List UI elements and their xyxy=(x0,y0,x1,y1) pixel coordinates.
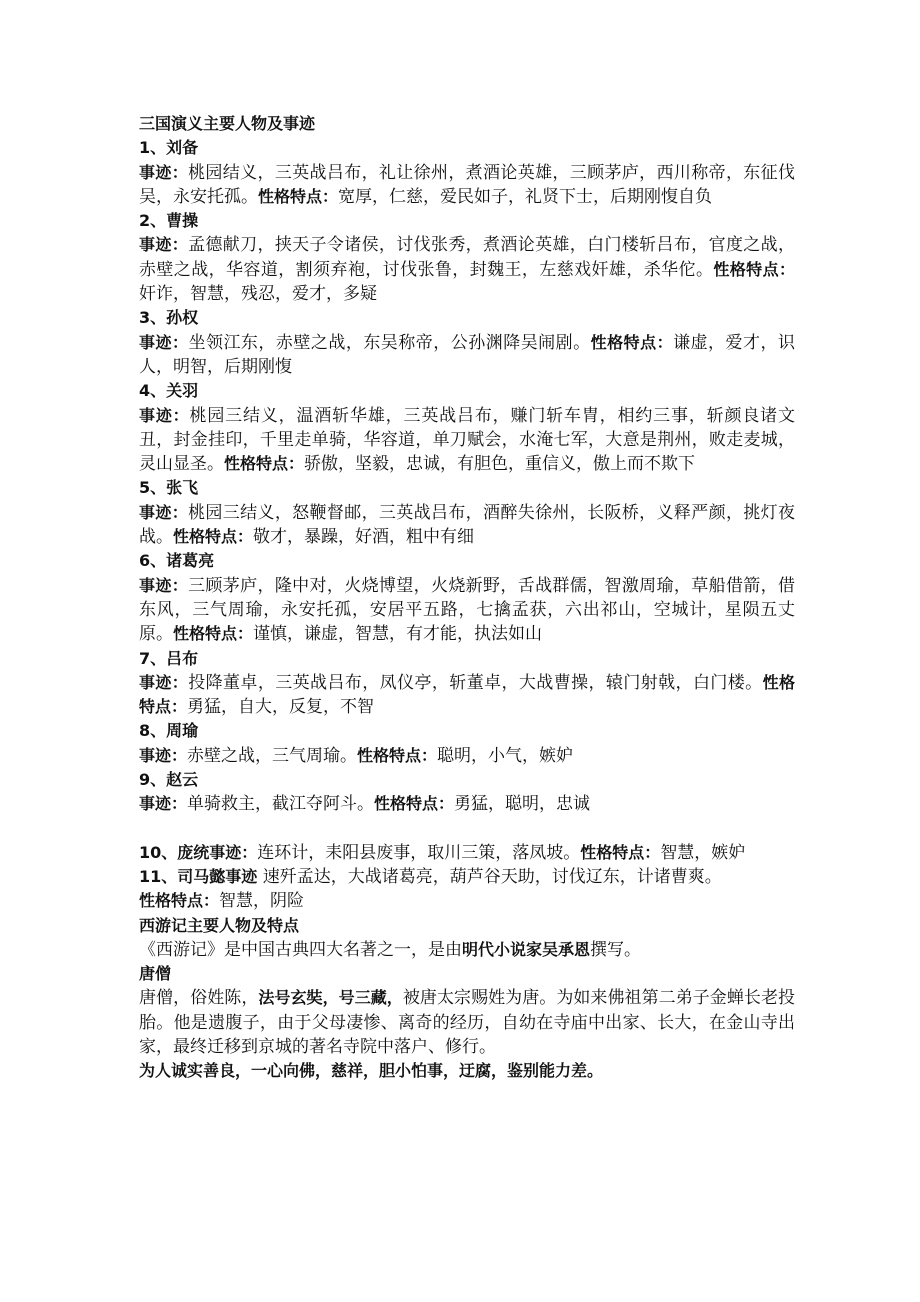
character-heading: 唐僧 xyxy=(139,964,172,984)
desc-text-rest: 被唐太宗赐姓为唐。为如来佛祖第二弟子金蝉长老投胎。他是遗腹子，由于父母凄惨、离奇的经历，自幼在寺庙中出家、长大，在金山寺出家，最终迁移到京城的著名寺院中落户、修行。 xyxy=(139,988,795,1057)
section-body xyxy=(139,404,795,477)
traits-text: 谨慎，谦虚，智慧，有才能，执法如山 xyxy=(253,624,543,645)
section-body xyxy=(139,501,795,550)
traits-label: 性格特点： xyxy=(258,186,339,206)
traits-label: 性格特点： xyxy=(713,259,795,279)
deeds-text: 桃园三结义，温酒斩华雄，三英战吕布，赚门斩车胄，相约三事，斩颜良诸文丑，封金挂印，千里走单骑，华容道，单刀赋会，水淹七军，大意是荆州，败走麦城，灵山显圣。 xyxy=(139,405,795,475)
deeds-text: 赤壁之战，三气周瑜。 xyxy=(187,745,358,766)
deeds-label: 事迹： xyxy=(139,502,189,522)
traits-text: 谦虚，爱才，识人，明智，后期刚愎 xyxy=(139,332,795,377)
blank-line xyxy=(139,817,795,841)
section-heading: 6、诸葛亮 xyxy=(139,551,215,571)
deeds-label: 事迹 xyxy=(225,866,258,886)
deeds-label: 事迹： xyxy=(139,235,189,255)
traits-text: 宽厚，仁慈，爱民如子，礼贤下士，后期刚愎自负 xyxy=(338,186,713,207)
section-heading: 3、孙权 xyxy=(139,308,199,328)
section-heading: 11、司马懿 xyxy=(139,866,226,886)
deeds-text: 投降董卓，三英战吕布，凤仪亭，斩董卓，大战曹操，辕门射戟，白门楼。 xyxy=(188,672,763,693)
document-page xyxy=(139,112,795,1084)
traits-text: 聪明，小气，嫉妒 xyxy=(437,745,574,766)
xiyou-intro xyxy=(139,938,795,962)
section-heading: 9、赵云 xyxy=(139,770,199,790)
deeds-text: 单骑救主，截江夺阿斗。 xyxy=(187,794,375,815)
deeds-label: 事迹： xyxy=(209,842,258,862)
section-body xyxy=(139,671,795,720)
deeds-text: 桃园结义，三英战吕布，礼让徐州，煮酒论英雄，三顾茅庐，西川称帝，东征伐吴，永安托孤。 xyxy=(139,162,795,207)
deeds-label: 事迹： xyxy=(139,794,188,814)
deeds-label: 事迹： xyxy=(139,575,189,595)
traits-label: 性格特点： xyxy=(173,624,254,644)
character-summary: 为人诚实善良，一心向佛，慈祥，胆小怕事，迂腐，鉴别能力差。 xyxy=(139,1061,604,1081)
deeds-text: 孟德献刀，挟天子令诸侯，讨伐张秀，煮酒论英雄，白门楼斩吕布，官度之战，赤壁之战，华容道，割须弃袍，讨伐张鲁，封魏王，左慈戏奸雄，杀华佗。 xyxy=(139,235,795,280)
xiyou-title: 西游记主要人物及特点 xyxy=(139,915,300,935)
character-description xyxy=(139,986,795,1059)
section-heading: 10、庞统 xyxy=(139,842,210,862)
traits-label: 性格特点： xyxy=(173,527,254,547)
traits-text: 勇猛，聪明，忠诚 xyxy=(454,794,591,815)
deeds-text: 桃园三结义，怒鞭督邮，三英战吕布，酒醉失徐州，长阪桥，义释严颜，挑灯夜战。 xyxy=(139,502,795,548)
section-body xyxy=(139,792,795,816)
section-body xyxy=(139,574,795,647)
traits-label: 性格特点： xyxy=(374,794,455,814)
deeds-text: 坐领江东，赤壁之战，东吴称帝，公孙渊降吴闹剧。 xyxy=(188,332,591,353)
desc-text: 唐僧，俗姓陈， xyxy=(139,988,259,1009)
section-heading: 2、曹操 xyxy=(139,211,199,231)
traits-text: 智慧，嫉妒 xyxy=(660,842,746,863)
traits-label: 性格特点： xyxy=(139,891,220,911)
deeds-text: 速歼孟达，大战诸葛亮，葫芦谷天助，讨伐辽东，计诸曹爽。 xyxy=(262,866,722,887)
traits-label: 性格特点： xyxy=(224,454,305,474)
section-heading: 1、刘备 xyxy=(139,138,199,158)
traits-text: 智慧，阴险 xyxy=(219,891,305,912)
intro-text-end: 撰写。 xyxy=(590,939,642,960)
traits-text: 勇猛，自大，反复，不智 xyxy=(187,697,375,718)
deeds-label: 事迹： xyxy=(139,405,190,425)
deeds-text: 连环计，耒阳县废事，取川三策，落凤坡。 xyxy=(257,842,581,863)
traits-label: 性格特点： xyxy=(357,745,438,765)
section-body-inline xyxy=(139,865,795,914)
traits-label: 性格特点： xyxy=(590,332,674,352)
section-body xyxy=(139,744,795,768)
intro-text: 《西游记》是中国古典四大名著之一，是由 xyxy=(139,939,462,960)
section-heading: 4、关羽 xyxy=(139,381,199,401)
traits-text: 奸诈，智慧，残忍，爱才，多疑 xyxy=(139,284,377,305)
traits-label: 性格特点： xyxy=(580,842,661,862)
section-heading: 7、吕布 xyxy=(139,648,199,668)
traits-label: 性格特点： xyxy=(139,672,795,717)
deeds-label: 事迹： xyxy=(139,672,189,692)
section-heading: 5、张飞 xyxy=(139,478,199,498)
section-body xyxy=(139,331,795,380)
deeds-text: 三顾茅庐，隆中对，火烧博望，火烧新野，舌战群儒，智激周瑜，草船借箭，借东风，三气周瑜，永安托孤，安居平五路，七擒孟获，六出祁山，空城计，星陨五丈原。 xyxy=(139,575,795,645)
desc-bold: 法号玄奘，号三藏， xyxy=(258,988,403,1008)
section-body xyxy=(139,161,795,210)
section-heading: 8、周瑜 xyxy=(139,721,199,741)
deeds-label: 事迹： xyxy=(139,332,189,352)
deeds-label: 事迹： xyxy=(139,162,189,182)
intro-author: 明代小说家吴承恩 xyxy=(462,939,591,959)
section-body-inline xyxy=(139,841,795,865)
traits-text: 骄傲，坚毅，忠诚，有胆色，重信义，傲上而不欺下 xyxy=(304,454,696,475)
deeds-label: 事迹： xyxy=(139,745,188,765)
traits-text: 敬才，暴躁，好酒，粗中有细 xyxy=(253,527,475,548)
section-body xyxy=(139,233,795,306)
doc-title: 三国演义主要人物及事迹 xyxy=(139,114,316,133)
